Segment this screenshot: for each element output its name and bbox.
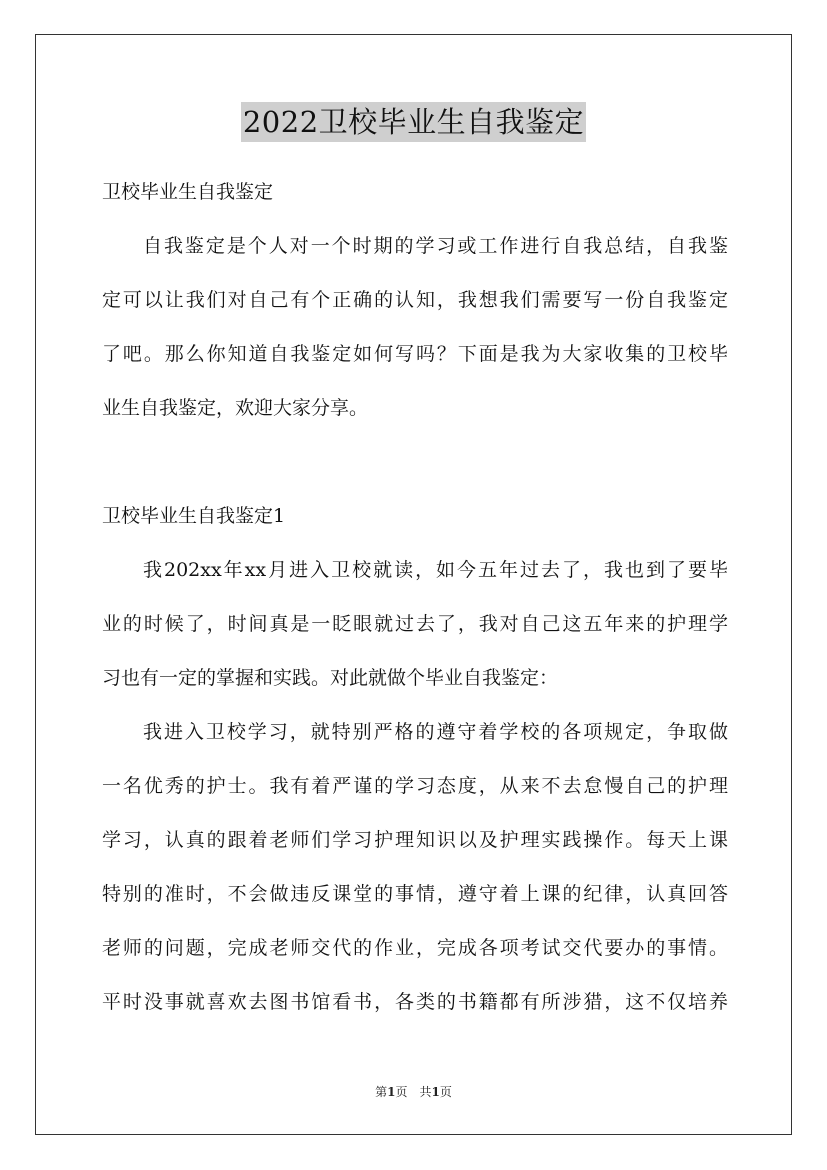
paragraph-line: 业生自我鉴定，欢迎大家分享。	[102, 397, 369, 419]
paragraph-line: 我202xx年xx月进入卫校就读，如今五年过去了，我也到了要毕	[143, 559, 728, 581]
paragraph-line: 习也有一定的掌握和实践。对此就做个毕业自我鉴定：	[102, 667, 559, 689]
paragraph-line: 业的时候了，时间真是一眨眼就过去了，我对自己这五年来的护理学	[102, 613, 728, 635]
paragraph-line: 老师的问题，完成老师交代的作业，完成各项考试交代要办的事情。	[102, 937, 728, 959]
total-page-number: 1	[431, 1085, 440, 1099]
paragraph-line: 我进入卫校学习，就特别严格的遵守着学校的各项规定，争取做	[143, 721, 728, 743]
paragraph-line: 学习，认真的跟着老师们学习护理知识以及护理实践操作。每天上课	[102, 829, 728, 851]
page-prefix: 第	[375, 1085, 388, 1099]
page-mid: 页 共	[395, 1085, 432, 1099]
document-title: 2022卫校毕业生自我鉴定	[241, 102, 586, 142]
current-page-number: 1	[387, 1085, 396, 1099]
section-heading: 卫校毕业生自我鉴定1	[102, 505, 286, 527]
page-suffix: 页	[439, 1085, 452, 1099]
section-heading: 卫校毕业生自我鉴定	[102, 181, 274, 203]
paragraph-line: 一名优秀的护士。我有着严谨的学习态度，从来不去怠慢自己的护理	[102, 775, 728, 797]
document-body	[102, 165, 728, 1029]
paragraph-line: 了吧。那么你知道自我鉴定如何写吗？下面是我为大家收集的卫校毕	[102, 343, 728, 365]
blank-line	[102, 435, 728, 489]
paragraph-line: 自我鉴定是个人对一个时期的学习或工作进行自我总结，自我鉴	[143, 235, 728, 257]
page-footer	[0, 1083, 827, 1100]
paragraph-line: 定可以让我们对自己有个正确的认知，我想我们需要写一份自我鉴定	[102, 289, 728, 311]
title-container	[0, 102, 827, 142]
paragraph-line: 特别的准时，不会做违反课堂的事情，遵守着上课的纪律，认真回答	[102, 883, 728, 905]
paragraph-line: 平时没事就喜欢去图书馆看书，各类的书籍都有所涉猎，这不仅培养	[102, 991, 728, 1013]
